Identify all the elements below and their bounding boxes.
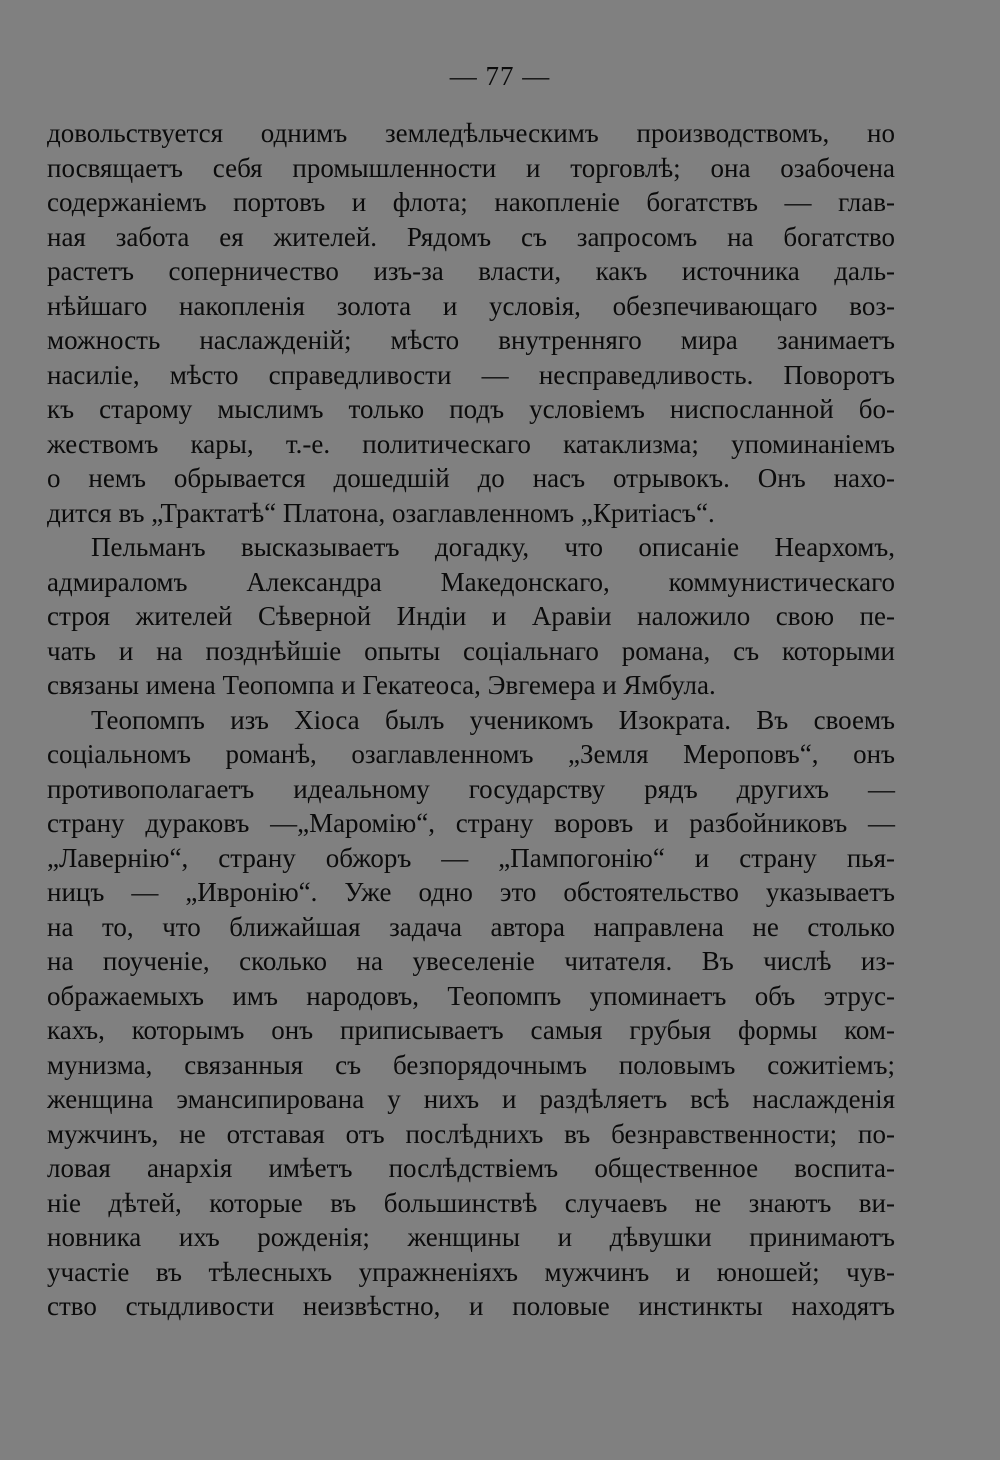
text-line: мужчинъ, не отставая отъ послѣднихъ въ безнравственности; по-	[47, 1118, 895, 1149]
text-line: женщина эмансипирована у нихъ и раздѣляетъ всѣ наслажденія	[47, 1084, 895, 1114]
text-line: новника ихъ рожденія; женщины и дѣвушки принимаютъ	[47, 1222, 895, 1252]
text-line: ницъ — „Ивронію“. Уже одно это обстоятельство указываетъ	[47, 877, 895, 907]
text-line: жествомъ кары, т.-е. политическаго катаклизма; упоминаніемъ	[47, 428, 895, 459]
text-line: участіе въ тѣлесныхъ упражненіяхъ мужчинъ и юношей; чув-	[47, 1256, 895, 1287]
text-line: связаны имена Теопомпа и Гекатеоса, Эвгемера и Ямбула.	[47, 670, 716, 700]
page-number: — 77 —	[449, 61, 551, 91]
text-line: на то, что ближайшая задача автора направлена не столько	[47, 911, 895, 942]
paragraph-3	[47, 703, 895, 1324]
text-line: чать и на позднѣйшіе опыты соціальнаго романа, съ которыми	[47, 635, 895, 666]
text-line: насиліе, мѣсто справедливости — несправедливость. Поворотъ	[47, 359, 895, 390]
paragraph-2	[47, 530, 895, 703]
text-line: можность наслажденій; мѣсто внутренняго мира занимаетъ	[47, 325, 895, 355]
text-line: нѣйшаго накопленія золота и условія, обезпечивающаго воз-	[47, 290, 895, 321]
text-line: мунизма, связанныя съ безпорядочнымъ половымъ сожитіемъ;	[47, 1049, 895, 1080]
text-line: посвящаетъ себя промышленности и торговлѣ; она озабочена	[47, 152, 895, 183]
text-line: соціальномъ романѣ, озаглавленномъ „Земля Мероповъ“, онъ	[47, 739, 895, 769]
text-line: ображаемыхъ имъ народовъ, Теопомпъ упоминаетъ объ этрус-	[47, 980, 895, 1011]
text-line: содержаніемъ портовъ и флота; накопленіе богатствъ — глав-	[47, 187, 895, 217]
text-line: „Лавернію“, страну обжоръ — „Пампогонію“ и страну пья-	[47, 842, 895, 873]
text-line: ная забота ея жителей. Рядомъ съ запросомъ на богатство	[47, 221, 895, 252]
text-line: къ старому мыслимъ только подъ условіемъ ниспосланной бо-	[47, 394, 895, 424]
body-text	[47, 116, 895, 1324]
text-line: довольствуется однимъ земледѣльческимъ производствомъ, но	[47, 118, 895, 148]
text-line: ство стыдливости неизвѣстно, и половые инстинкты находятъ	[47, 1291, 895, 1321]
text-line: на поученіе, сколько на увеселеніе читателя. Въ числѣ из-	[47, 946, 895, 976]
paragraph-1	[47, 116, 895, 530]
text-line: растетъ соперничество изъ-за власти, какъ источника даль-	[47, 256, 895, 286]
text-line: адмираломъ Александра Македонскаго, коммунистическаго	[47, 566, 895, 597]
text-line: дится въ „Трактатѣ“ Платона, озаглавленномъ „Критіасъ“.	[47, 497, 715, 528]
text-line: строя жителей Сѣверной Индіи и Аравіи наложило свою пе-	[47, 601, 895, 631]
text-line: Теопомпъ изъ Хіоса былъ ученикомъ Изократа. Въ своемъ	[91, 704, 895, 735]
text-line: противополагаетъ идеальному государству рядъ другихъ —	[47, 773, 895, 804]
text-line: страну дураковъ —„Маромію“, страну воровъ и разбойниковъ —	[47, 808, 895, 838]
text-line: ніе дѣтей, которые въ большинствѣ случаевъ не знаютъ ви-	[47, 1187, 895, 1218]
text-line: о немъ обрывается дошедшій до насъ отрывокъ. Онъ нахо-	[47, 463, 895, 493]
text-line: ловая анархія имѣетъ послѣдствіемъ общественное воспита-	[47, 1153, 895, 1183]
text-line: кахъ, которымъ онъ приписываетъ самыя грубыя формы ком-	[47, 1015, 895, 1045]
text-line: Пельманъ высказываетъ догадку, что описаніе Неархомъ,	[91, 532, 895, 562]
